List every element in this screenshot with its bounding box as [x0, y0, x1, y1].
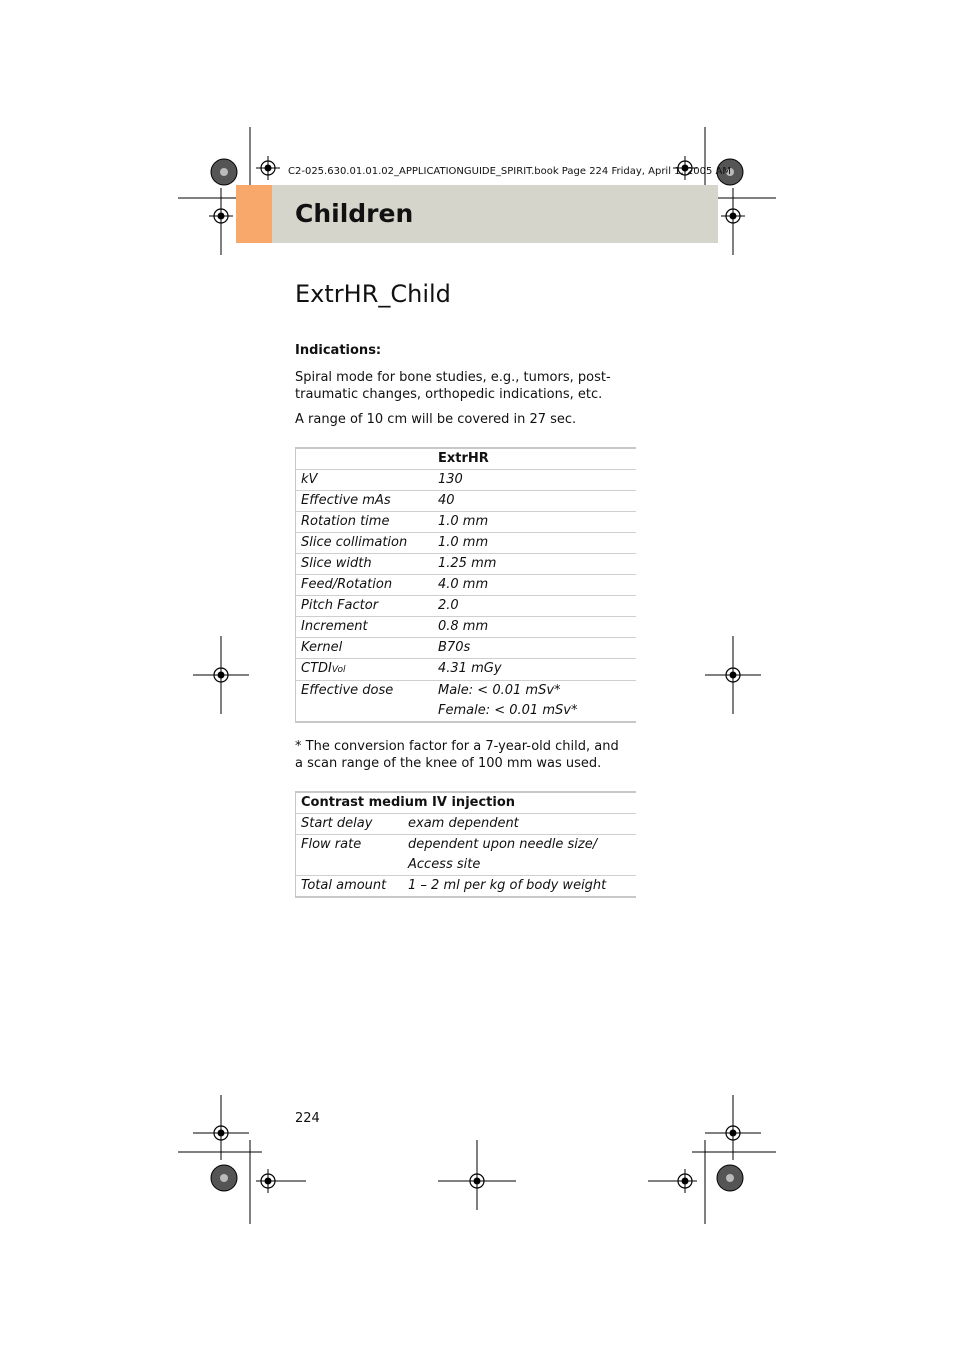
param-value: B70s — [433, 638, 636, 659]
param-name: Rotation time — [296, 512, 434, 533]
section-title: Children — [295, 199, 414, 228]
table-row — [296, 814, 637, 835]
param-name: Increment — [296, 617, 434, 638]
table-row — [296, 638, 637, 659]
param-value: 1.0 mm — [433, 533, 636, 554]
param-value: 40 — [433, 491, 636, 512]
table-header-row — [296, 448, 637, 470]
ctdi-subscript: Vol — [331, 665, 346, 675]
param-name — [296, 701, 434, 722]
footnote: * The conversion factor for a 7-year-old child, and a scan range of the knee of 100 mm was used. — [295, 739, 619, 771]
ctdi-label: CTDI — [301, 661, 332, 676]
table-row — [296, 575, 637, 596]
contrast-table — [295, 791, 636, 898]
param-name: Total amount — [296, 876, 404, 898]
param-value: 1.25 mm — [433, 554, 636, 575]
param-value: 0.8 mm — [433, 617, 636, 638]
table-row — [296, 659, 637, 681]
table-header-cell — [296, 448, 434, 470]
param-value: 4.31 mGy — [433, 659, 636, 681]
page-number: 224 — [295, 1111, 320, 1126]
param-name: Feed/Rotation — [296, 575, 434, 596]
param-name — [296, 855, 404, 876]
param-value: Male: < 0.01 mSv* — [438, 683, 561, 698]
param-value: dependent upon needle size/ — [408, 837, 598, 852]
param-value: 4.0 mm — [433, 575, 636, 596]
page-title: ExtrHR_Child — [295, 280, 451, 308]
section-accent — [236, 185, 272, 243]
table-row — [296, 512, 637, 533]
table-header-cell: Contrast medium IV injection — [296, 792, 637, 814]
param-name: Effective dose — [301, 683, 394, 698]
table-row — [296, 470, 637, 491]
table-row — [296, 596, 637, 617]
table-row — [296, 835, 637, 856]
param-name: Start delay — [296, 814, 404, 835]
param-value: 1 – 2 ml per kg of body weight — [403, 876, 636, 898]
table-row — [296, 491, 637, 512]
table-row — [296, 876, 637, 898]
parameters-table — [295, 447, 636, 723]
indications-text: Spiral mode for bone studies, e.g., tumors, post-traumatic changes, orthopedic indications, etc. — [295, 370, 611, 402]
param-name — [296, 659, 434, 681]
table-header-row — [296, 792, 637, 814]
param-value: exam dependent — [403, 814, 636, 835]
table-row — [296, 701, 637, 722]
section-header-bar — [236, 185, 718, 243]
param-value: Female: < 0.01 mSv* — [433, 701, 636, 722]
param-name: Flow rate — [301, 837, 362, 852]
range-text: A range of 10 cm will be covered in 27 sec. — [295, 412, 577, 427]
param-value: 130 — [433, 470, 636, 491]
table-header-cell: ExtrHR — [433, 448, 636, 470]
table-row — [296, 681, 637, 702]
param-name: Pitch Factor — [296, 596, 434, 617]
param-name: Slice collimation — [296, 533, 434, 554]
param-value: 2.0 — [433, 596, 636, 617]
param-name: Effective mAs — [296, 491, 434, 512]
param-value: 1.0 mm — [433, 512, 636, 533]
param-value: Access site — [403, 855, 636, 876]
table-row — [296, 855, 637, 876]
param-name: Slice width — [296, 554, 434, 575]
indications-label: Indications: — [295, 343, 382, 358]
table-row — [296, 554, 637, 575]
print-header: C2-025.630.01.01.02_APPLICATIONGUIDE_SPIRIT.book Page 224 Friday, April 1, 2005 AM — [288, 166, 731, 177]
table-row — [296, 533, 637, 554]
table-row — [296, 617, 637, 638]
param-name: kV — [296, 470, 434, 491]
param-name: Kernel — [296, 638, 434, 659]
